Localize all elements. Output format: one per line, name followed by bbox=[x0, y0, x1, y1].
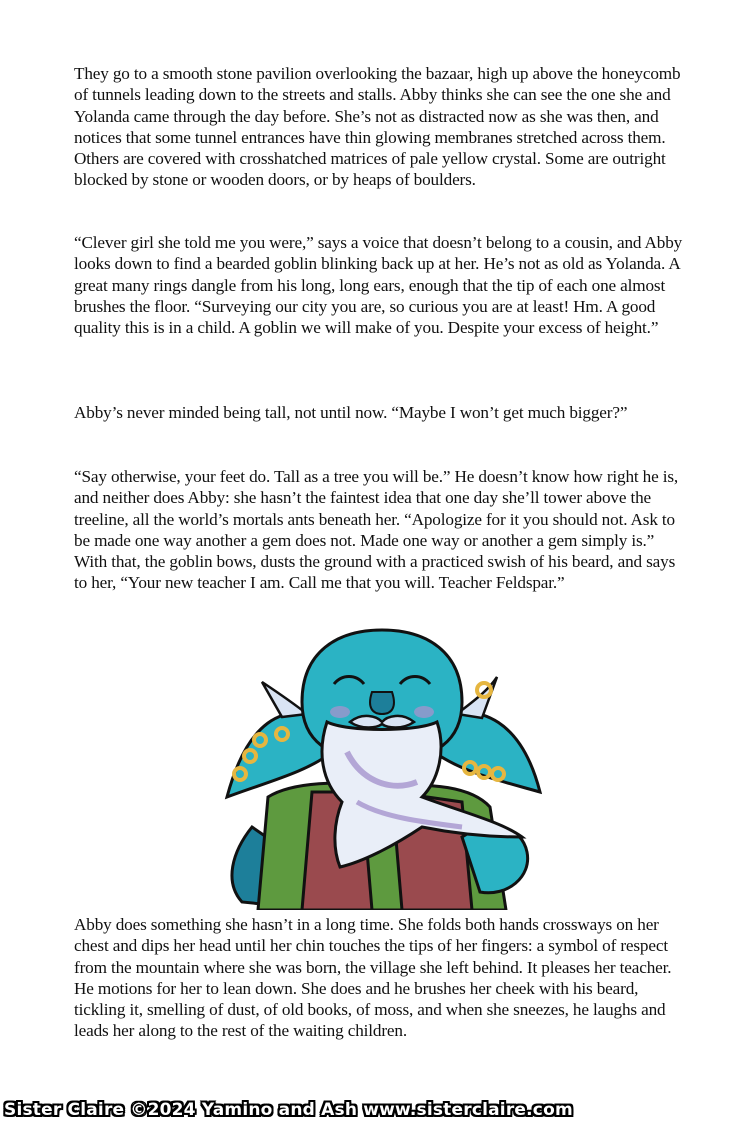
paragraph: “Say otherwise, your feet do. Tall as a tree you will be.” He doesn’t know how right he is, and neither does Abby: she hasn’t the faintest idea that one day she’ll tower above the treeline, all the world’s mortals ants beneath her. “Apologize for it you should not. Ask to be made one way another a gem does not. Made one way or another a gem simply is.” With that, the goblin bows, dusts the ground with a practiced swish of his beard, and says to her, “Your new teacher I am. Call me that you will. Teacher Feldspar.” bbox=[74, 467, 679, 593]
paragraph: Abby’s never minded being tall, not until now. “Maybe I won’t get much bigger?” bbox=[74, 403, 628, 422]
paragraph: They go to a smooth stone pavilion overlooking the bazaar, high up above the honeycomb of tunnels leading down to the streets and stalls. Abby thinks she can see the one she and Yolanda came through the day before. She’s not as distracted now as she was then, and notices that some tunnel entrances have thin glowing membranes stretched across them. Others are covered with crosshatched matrices of pale yellow crystal. Some are outright blocked by stone or wooden doors, or by heaps of boulders. bbox=[74, 64, 681, 190]
paragraph: Abby does something she hasn’t in a long time. She folds both hands crossways on her chest and dips her head until her chin touches the tips of her fingers: a symbol of respect from the mountain where she was born, the village she left behind. It pleases her teacher. He motions for her to lean down. She does and he brushes her cheek with his beard, tickling it, smelling of dust, of old books, of moss, and when she sneezes, he laughs and leads her along to the rest of the waiting children. bbox=[74, 915, 672, 1041]
paragraph: “Clever girl she told me you were,” says a voice that doesn’t belong to a cousin, and Abby looks down to find a bearded goblin blinking back up at her. He’s not as old as Yolanda. A great many rings dangle from his long, long ears, enough that the tip of each one almost brushes the floor. “Surveying our city you are, so curious you are at least! Hm. A good quality this is in a child. A goblin we will make of you. Despite your excess of height.” bbox=[74, 233, 683, 338]
footer-credit: Sister Claire ©2024 Yamino and Ash www.sisterclaire.com bbox=[4, 1100, 573, 1120]
goblin-teacher-illustration bbox=[222, 622, 542, 910]
